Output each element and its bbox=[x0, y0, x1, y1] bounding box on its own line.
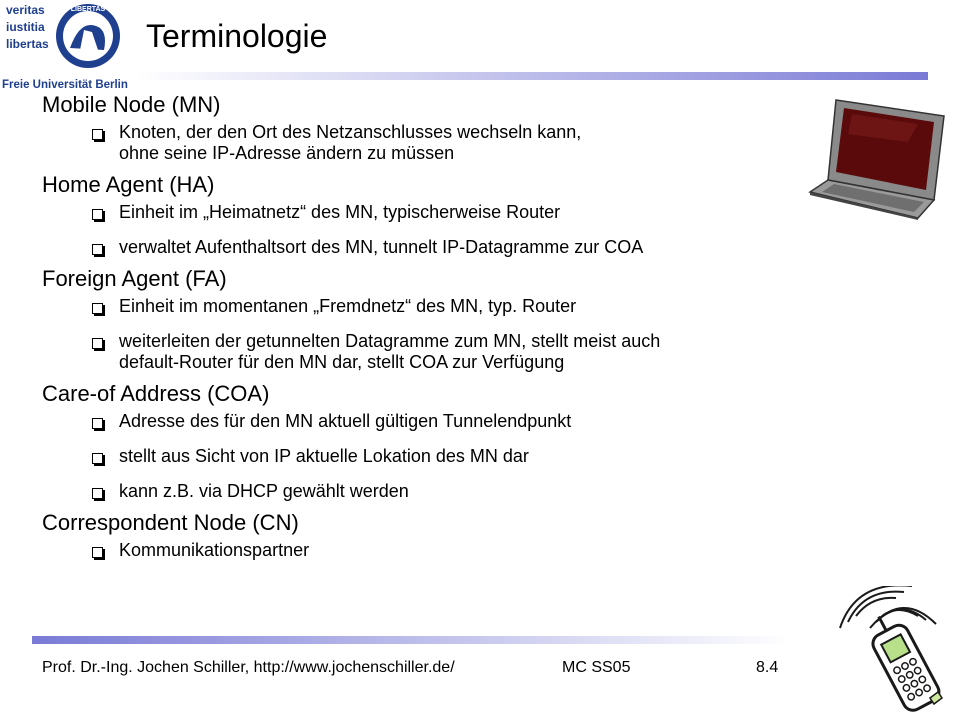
heading-correspondent-node: Correspondent Node (CN) bbox=[42, 510, 299, 535]
seal-text: LIBERTAS bbox=[70, 6, 106, 13]
list-item bbox=[42, 122, 862, 164]
seal-icon bbox=[56, 4, 120, 68]
bullet-text-line: kann z.B. via DHCP gewählt werden bbox=[119, 481, 409, 501]
mobile-phone-icon bbox=[826, 586, 956, 714]
bullet-text-line: verwaltet Aufenthaltsort des MN, tunnelt IP-Datagramme zur COA bbox=[119, 237, 644, 257]
heading-foreign-agent: Foreign Agent (FA) bbox=[42, 266, 227, 291]
footer-author: Prof. Dr.-Ing. Jochen Schiller, http://www.jochenschiller.de/ bbox=[42, 659, 455, 676]
list-item bbox=[42, 540, 862, 561]
heading-mobile-node: Mobile Node (MN) bbox=[42, 92, 221, 117]
list-item bbox=[42, 296, 862, 317]
heading-care-of-address: Care-of Address (COA) bbox=[42, 381, 270, 406]
square-bullet-icon bbox=[92, 488, 103, 499]
list-item bbox=[42, 237, 862, 258]
square-bullet-icon bbox=[92, 303, 103, 314]
square-bullet-icon bbox=[92, 338, 103, 349]
bullet-text-line: ohne seine IP-Adresse ändern zu müssen bbox=[119, 143, 455, 163]
logo-line-2: iustitia bbox=[6, 20, 45, 34]
list-item bbox=[42, 481, 862, 502]
slide-title: Terminologie bbox=[146, 18, 328, 54]
bullet-text-line: Adresse des für den MN aktuell gültigen Tunnelendpunkt bbox=[119, 411, 572, 431]
square-bullet-icon bbox=[92, 418, 103, 429]
university-name: Freie Universität Berlin bbox=[2, 79, 128, 91]
heading-home-agent: Home Agent (HA) bbox=[42, 172, 215, 197]
square-bullet-icon bbox=[92, 209, 103, 220]
bullet-text-line: Knoten, der den Ort des Netzanschlusses wechseln kann, bbox=[119, 122, 582, 142]
bullet-text-line: Einheit im momentanen „Fremdnetz“ des MN, typ. Router bbox=[119, 296, 577, 316]
logo-line-3: libertas bbox=[6, 37, 49, 51]
list-item bbox=[42, 446, 862, 467]
university-logo bbox=[0, 0, 136, 92]
bullet-text-line: stellt aus Sicht von IP aktuelle Lokation des MN dar bbox=[119, 446, 529, 466]
square-bullet-icon bbox=[92, 547, 103, 558]
logo-line-1: veritas bbox=[6, 3, 45, 17]
square-bullet-icon bbox=[92, 244, 103, 255]
title-underline-bar bbox=[136, 72, 928, 80]
bullet-text-line: weiterleiten der getunnelten Datagramme zum MN, stellt meist auch bbox=[119, 331, 661, 351]
slide-content bbox=[42, 92, 862, 561]
list-item bbox=[42, 202, 862, 223]
footer-course: MC SS05 bbox=[562, 659, 631, 676]
laptop-icon bbox=[808, 96, 948, 220]
list-item bbox=[42, 411, 862, 432]
list-item bbox=[42, 331, 862, 373]
page-number: 8.4 bbox=[756, 659, 779, 676]
square-bullet-icon bbox=[92, 129, 103, 140]
bullet-text-line: default-Router für den MN dar, stellt COA zur Verfügung bbox=[119, 352, 565, 372]
bullet-text-line: Einheit im „Heimatnetz“ des MN, typischerweise Router bbox=[119, 202, 561, 222]
square-bullet-icon bbox=[92, 453, 103, 464]
footer-bar bbox=[32, 636, 792, 644]
bullet-text-line: Kommunikationspartner bbox=[119, 540, 310, 560]
